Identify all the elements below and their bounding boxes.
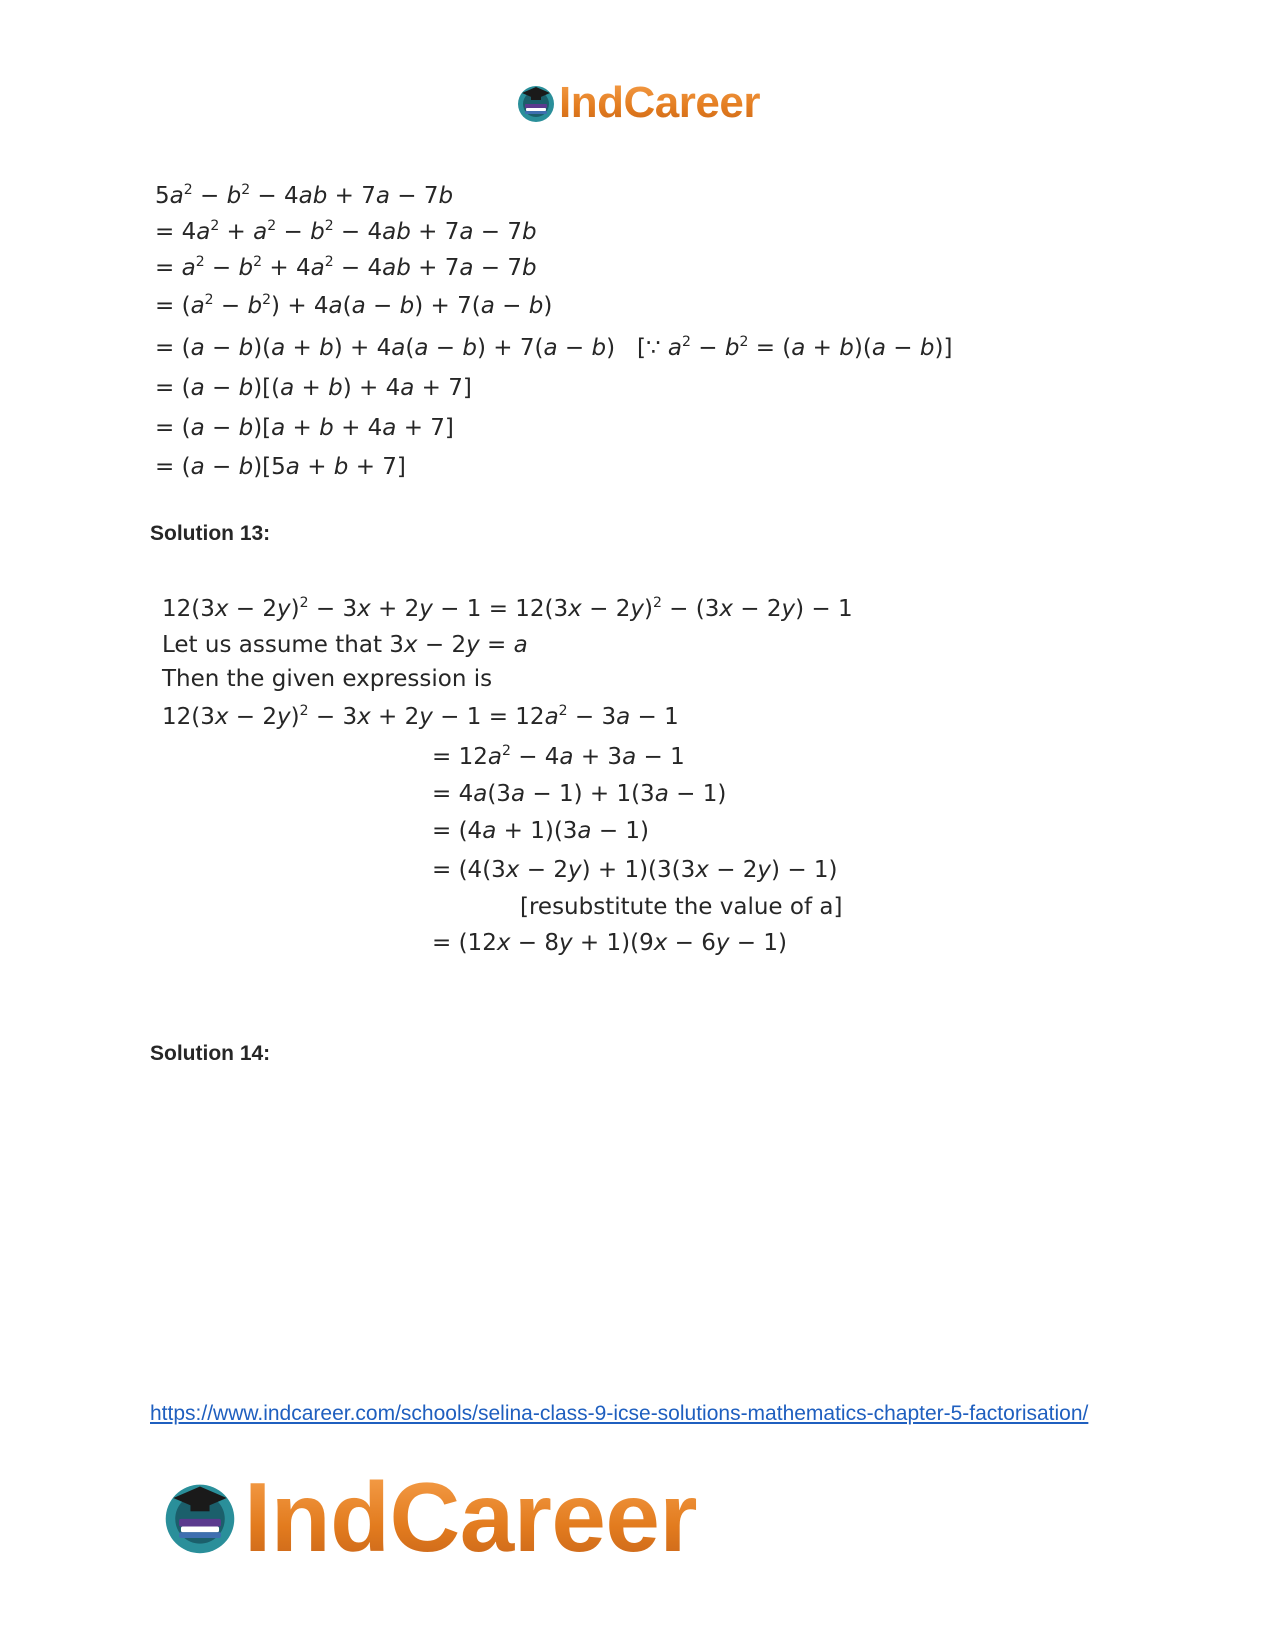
footer-logo-text: IndCareer [244, 1462, 698, 1572]
math-line: = $12a^2 - 4a + 3a - 1$ [432, 743, 685, 770]
math-line: = (a − b)[a + b + 4a + 7] [155, 415, 454, 441]
math-line: = (4(3x − 2y) + 1)(3(3x − 2y) − 1) [432, 857, 838, 883]
math-line: = 4a(3a − 1) + 1(3a − 1) [432, 781, 727, 807]
solution-13-heading: Solution 13: [150, 522, 271, 545]
math-line: Let us assume that 3x − 2y = a [162, 632, 528, 658]
math-line: [resubstitute the value of a] [520, 894, 843, 920]
math-line: $12(3x - 2y)^2 - 3x + 2y - 1 = 12(3x - 2y)^2 - (3x - 2y) - 1$ [162, 595, 853, 622]
math-line: = (12x − 8y + 1)(9x − 6y − 1) [432, 930, 787, 956]
math-line: = (a − b)[(a + b) + 4a + 7] [155, 375, 472, 401]
math-line: = (a − b)[5a + b + 7] [155, 454, 406, 480]
graduation-globe-icon [515, 82, 557, 124]
math-line: = $4a^2 + a^2 - b^2 - 4ab + 7a - 7b$ [155, 218, 537, 245]
source-link[interactable]: https://www.indcareer.com/schools/selina-class-9-icse-solutions-mathematics-chapter-5-factorisation/ [150, 1402, 1089, 1425]
math-line: = (a − b)(a + b) + 4a(a − b) + 7(a − b) [∵ $a^2 - b^2 = (a + b)(a - b)$] [155, 334, 953, 361]
header-logo-text: IndCareer [559, 78, 760, 127]
solution-14-heading: Solution 14: [150, 1042, 271, 1065]
math-line: = $(a^2 - b^2) + 4a(a - b) + 7(a - b)$ [155, 292, 553, 319]
graduation-globe-icon [160, 1477, 240, 1557]
math-line: $12(3x - 2y)^2 - 3x + 2y - 1 = 12a^2 - 3a - 1$ [162, 703, 679, 730]
math-line: Then the given expression is [162, 666, 493, 692]
math-line: = (4a + 1)(3a − 1) [432, 818, 650, 844]
math-line: $5a^2 - b^2 - 4ab + 7a - 7b$ [155, 182, 454, 209]
footer-logo [160, 1462, 698, 1572]
header-logo [0, 78, 1275, 128]
math-line: = $a^2 - b^2 + 4a^2 - 4ab + 7a - 7b$ [155, 254, 537, 281]
